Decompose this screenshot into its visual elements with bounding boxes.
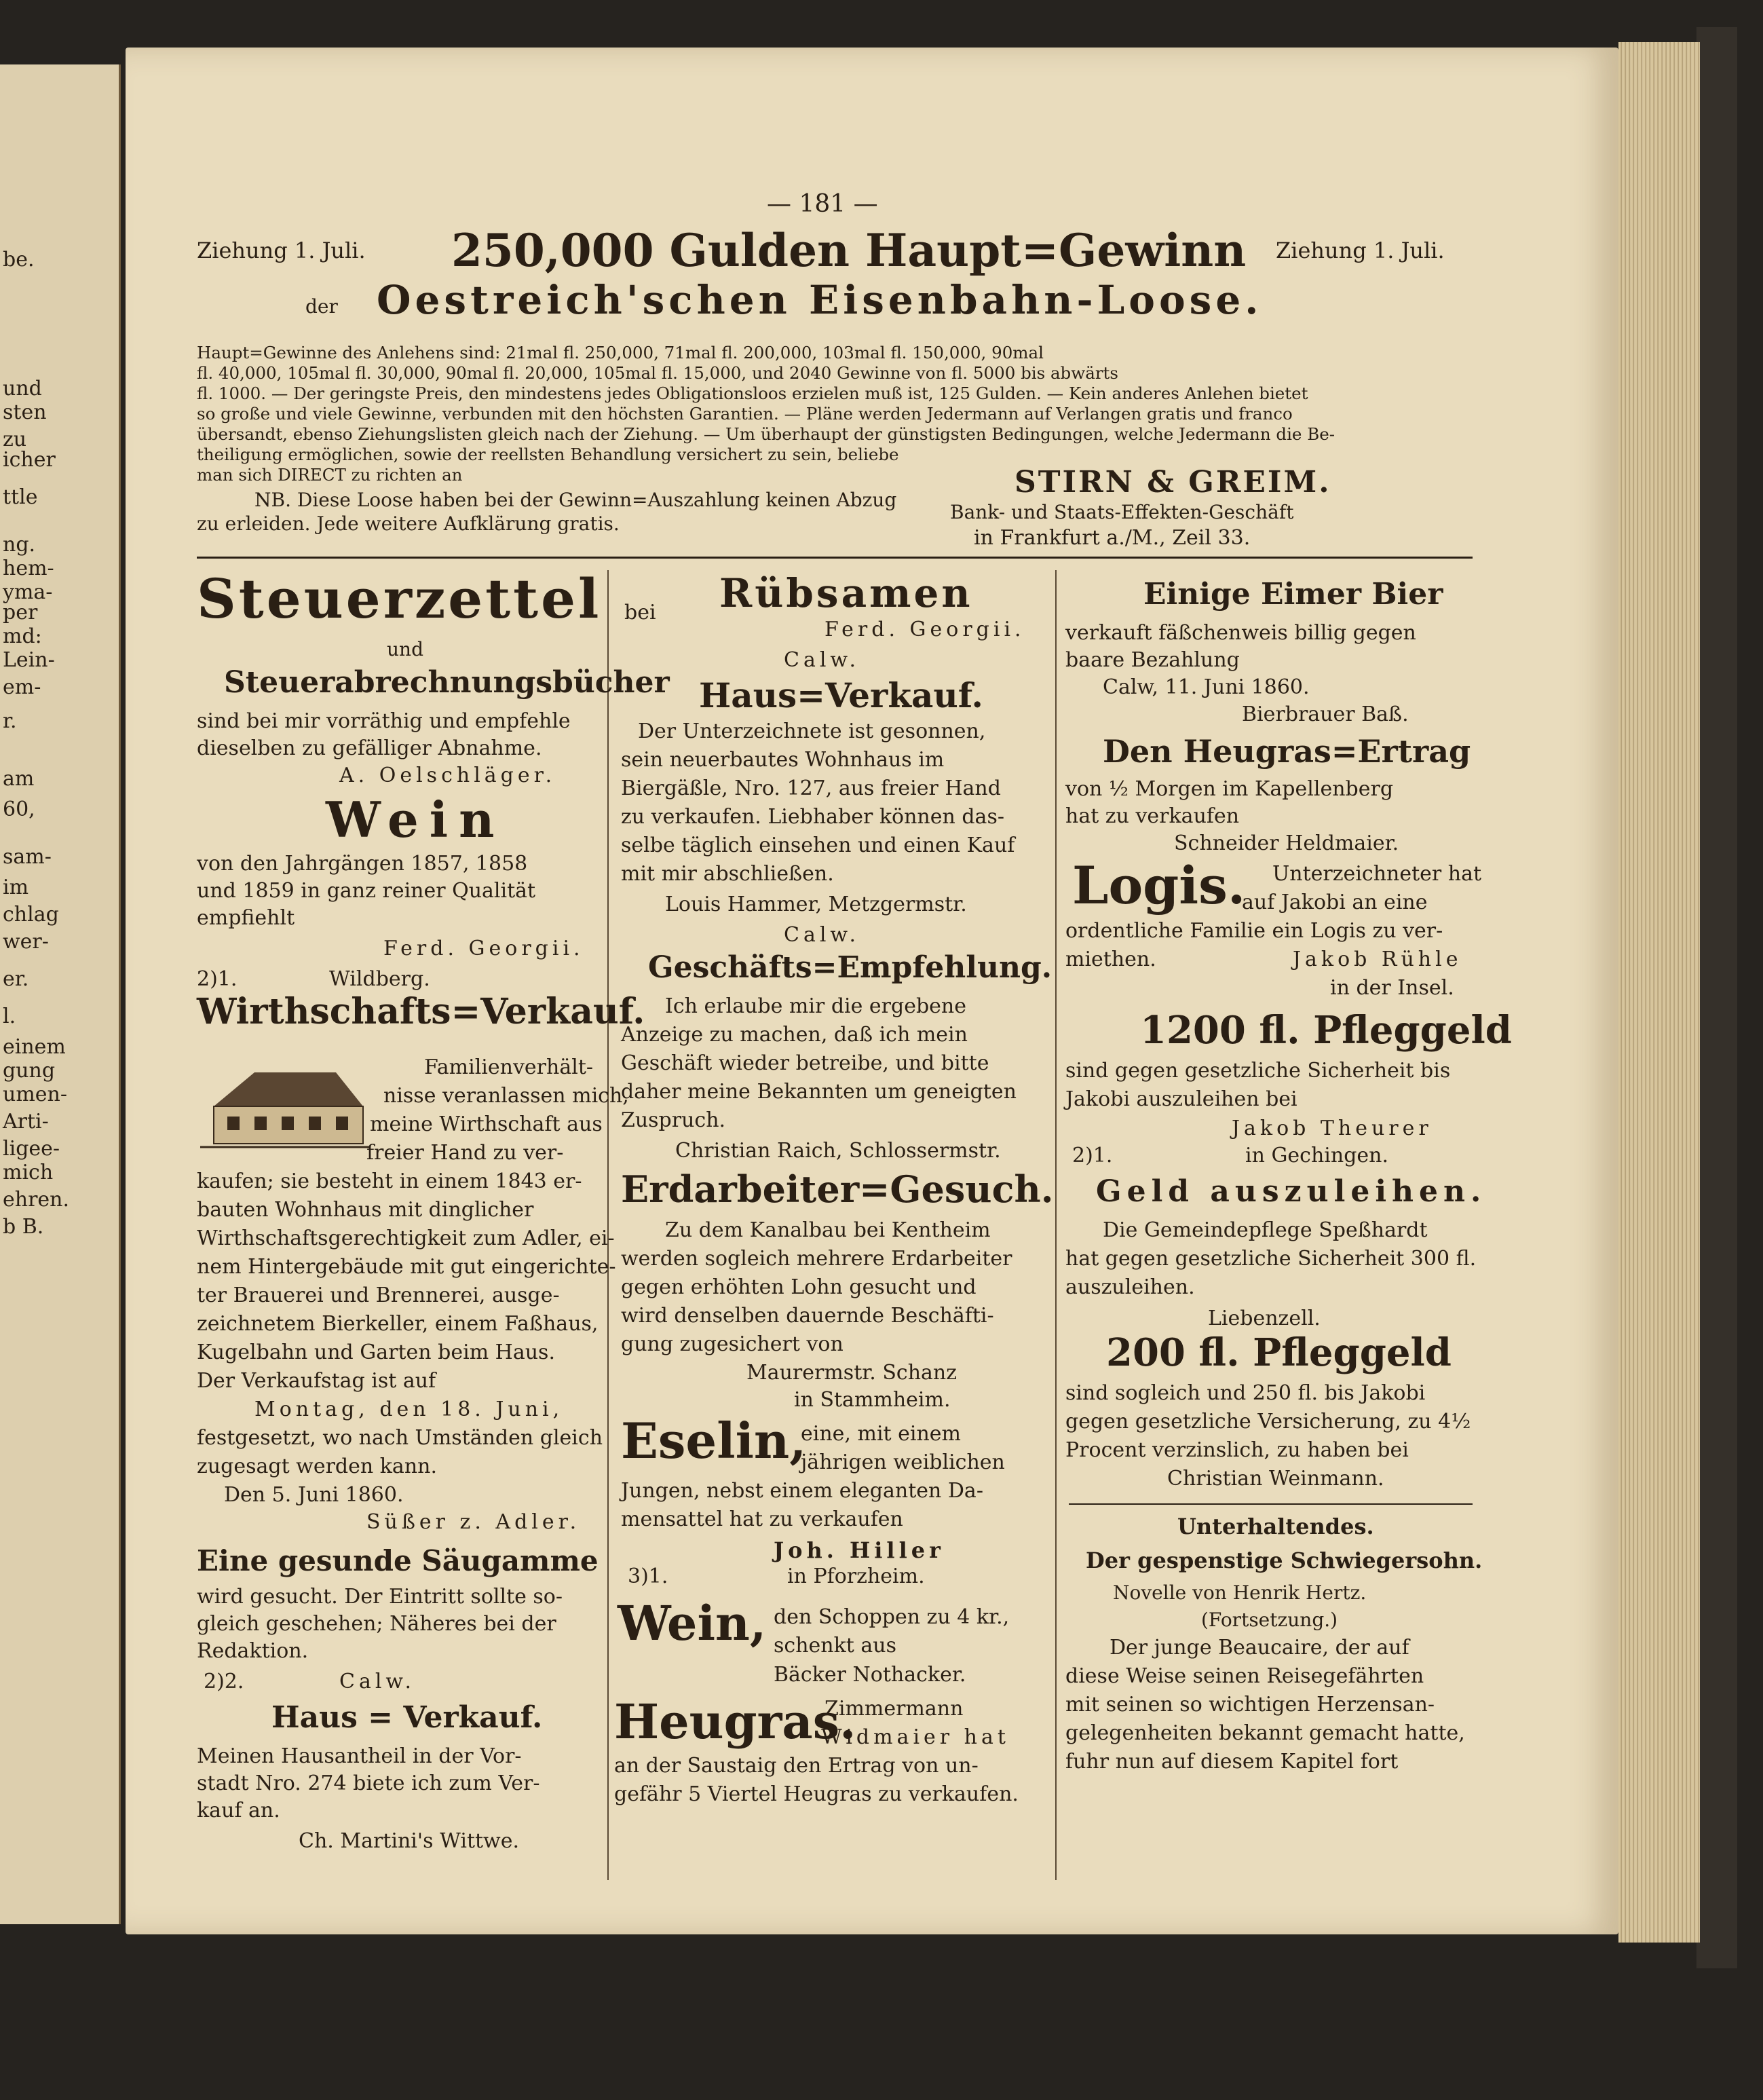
text-line: eine, mit einem xyxy=(801,1422,962,1446)
left-page-text: sten xyxy=(3,400,47,424)
text-line: bauten Wohnhaus mit dinglicher xyxy=(197,1198,534,1222)
wirthschafts-title: Wirthschafts=Verkauf. xyxy=(197,991,645,1032)
column-divider-1 xyxy=(607,570,609,1880)
text-line: gegen erhöhten Lohn gesucht und xyxy=(621,1275,977,1299)
steuerzettel-title: Steuerzettel xyxy=(197,567,602,631)
signature: in der Insel. xyxy=(1330,976,1454,1000)
column-divider-2 xyxy=(1055,570,1057,1880)
issue-mark: 2)1. xyxy=(1072,1144,1113,1167)
text-line: Jakobi auszuleihen bei xyxy=(1065,1087,1297,1111)
text-line: kaufen; sie besteht in einem 1843 er- xyxy=(197,1169,582,1193)
text-line: wird denselben dauernde Beschäfti- xyxy=(621,1304,994,1328)
text-line: ordentliche Familie ein Logis zu ver- xyxy=(1065,919,1443,943)
text-line: zugesagt werden kann. xyxy=(197,1455,437,1478)
text-line: Unterzeichneter hat xyxy=(1272,862,1482,886)
text-line: werden sogleich mehrere Erdarbeiter xyxy=(621,1247,1012,1271)
text-line: hat zu verkaufen xyxy=(1065,804,1240,828)
text-line: und 1859 in ganz reiner Qualität xyxy=(197,879,536,903)
firm-name: STIRN & GREIM. xyxy=(1015,465,1331,500)
signature: Maurermstr. Schanz xyxy=(746,1361,958,1385)
left-page-text: hem- xyxy=(3,557,54,580)
text-line: fuhr nun auf diesem Kapitel fort xyxy=(1065,1750,1399,1774)
text-line: Kugelbahn und Garten beim Haus. xyxy=(197,1340,555,1364)
left-page-text: am xyxy=(3,767,35,791)
signature: Joh. Hiller xyxy=(774,1537,945,1563)
left-page-text: zu xyxy=(3,428,27,451)
text-line: baare Bezahlung xyxy=(1065,648,1240,672)
text-line: Montag, den 18. Juni, xyxy=(254,1398,564,1421)
text-line: mensattel hat zu verkaufen xyxy=(621,1507,903,1531)
text-line: nem Hintergebäude mit gut eingerichte- xyxy=(197,1255,616,1279)
text-line: den Schoppen zu 4 kr., xyxy=(774,1605,1010,1629)
text-line: zeichnetem Bierkeller, einem Faßhaus, xyxy=(197,1312,599,1336)
text-line: dieselben zu gefälliger Abnahme. xyxy=(197,736,542,760)
text-line: sind sogleich und 250 fl. bis Jakobi xyxy=(1065,1381,1426,1405)
text-line: bei xyxy=(624,601,656,624)
lottery-body xyxy=(197,343,1335,485)
text-line: von ½ Morgen im Kapellenberg xyxy=(1065,777,1394,801)
text-line: mit mir abschließen. xyxy=(621,862,834,886)
firm-line-2: in Frankfurt a./M., Zeil 33. xyxy=(974,526,1251,550)
text-line: zu verkaufen. Liebhaber können das- xyxy=(621,805,1004,829)
eselin-title: Eselin, xyxy=(621,1412,807,1469)
place-name: in Gechingen. xyxy=(1245,1144,1389,1167)
left-page-text: Arti- xyxy=(3,1110,49,1133)
firm-line-1: Bank- und Staats-Effekten-Geschäft xyxy=(950,501,1294,523)
lottery-subtitle: Oestreich'schen Eisenbahn-Loose. xyxy=(377,277,1263,323)
left-page-fragment xyxy=(0,64,121,1924)
text-line: Anzeige zu machen, daß ich mein xyxy=(621,1023,968,1047)
text-line: Zuspruch. xyxy=(621,1108,726,1132)
text-line: gleich geschehen; Näheres bei der xyxy=(197,1612,556,1636)
text-line: diese Weise seinen Reisegefährten xyxy=(1065,1664,1424,1688)
left-page-text: mich xyxy=(3,1161,54,1184)
text-line: Der Unterzeichnete ist gesonnen, xyxy=(638,719,986,743)
novel-author: Novelle von Henrik Hertz. xyxy=(1113,1581,1367,1604)
haus-verkauf-title: Haus=Verkauf. xyxy=(699,675,983,715)
text-line: gelegenheiten bekannt gemacht hatte, xyxy=(1065,1721,1465,1745)
text-line: gefähr 5 Viertel Heugras zu verkaufen. xyxy=(614,1782,1019,1806)
lottery-line: fl. 40,000, 105mal fl. 30,000, 90mal fl. 20,000, 105mal fl. 15,000, und 2040 Gewinne von fl. 5000 bis abwärts xyxy=(197,363,1118,383)
left-page-text: 60, xyxy=(3,798,35,821)
signature: A. Oelschläger. xyxy=(339,764,556,787)
text-line: sein neuerbautes Wohnhaus im xyxy=(621,748,945,772)
text-line: Zu dem Kanalbau bei Kentheim xyxy=(665,1218,991,1242)
signature: Ch. Martini's Wittwe. xyxy=(299,1829,520,1853)
left-page-text: r. xyxy=(3,709,17,733)
place-name: Calw. xyxy=(339,1670,416,1693)
lottery-line: man sich DIRECT zu richten an xyxy=(197,465,463,485)
left-page-text: em- xyxy=(3,675,41,699)
left-page-text: md: xyxy=(3,624,42,648)
novel-title: Der gespenstige Schwiegersohn. xyxy=(1086,1548,1483,1573)
lottery-line: theiligung ermöglichen, sowie der reellsten Behandlung versichert zu sein, beliebe xyxy=(197,445,899,464)
ziehung-right: Ziehung 1. Juli. xyxy=(1276,238,1445,263)
text-line: schenkt aus xyxy=(774,1634,896,1657)
left-page-text: per xyxy=(3,601,38,624)
bier-title: Einige Eimer Bier xyxy=(1143,577,1443,612)
heugras-title: Heugras. xyxy=(614,1693,856,1750)
signature: Ferd. Georgii. xyxy=(824,618,1025,641)
left-page-text: yma- xyxy=(3,580,53,604)
text-line: mit seinen so wichtigen Herzensan- xyxy=(1065,1693,1435,1717)
place-name: Calw. xyxy=(784,648,860,672)
newspaper-page xyxy=(126,48,1618,1934)
text-line: Die Gemeindepflege Speßhardt xyxy=(1103,1218,1428,1242)
text-line: empfiehlt xyxy=(197,906,295,930)
lottery-line: fl. 1000. — Der geringste Preis, den mindestens jedes Obligationsloos erzielen muß ist, 125 Gulden. — Kein anderes Anlehen bietet xyxy=(197,383,1308,403)
text-line: Wirthschaftsgerechtigkeit zum Adler, ei- xyxy=(197,1226,615,1250)
text-line: Redaktion. xyxy=(197,1639,309,1663)
left-page-text: gung xyxy=(3,1059,56,1083)
text-line: Calw, 11. Juni 1860. xyxy=(1103,675,1310,699)
left-page-text: ehren. xyxy=(3,1188,70,1212)
page-stack-edges xyxy=(1618,42,1700,1943)
left-page-text: einem xyxy=(3,1035,66,1059)
text-line: Geschäft wieder betreibe, und bitte xyxy=(621,1051,989,1075)
heugras-ertrag-title: Den Heugras=Ertrag xyxy=(1103,733,1471,770)
left-page-text: l. xyxy=(3,1005,16,1028)
text-line: freier Hand zu ver- xyxy=(366,1141,564,1165)
section-rule xyxy=(1069,1503,1473,1505)
ruebsamen-title: Rübsamen xyxy=(719,570,973,616)
text-line: gung zugesichert von xyxy=(621,1332,843,1356)
banner-rule xyxy=(197,557,1473,559)
text-line: Meinen Hausantheil in der Vor- xyxy=(197,1744,522,1768)
text-line: Widmaier hat xyxy=(821,1725,1010,1749)
text-line: auszuleihen. xyxy=(1065,1275,1195,1299)
pfleggeld-1200-title: 1200 fl. Pfleggeld xyxy=(1140,1008,1512,1053)
issue-mark: 2)1. xyxy=(197,967,238,991)
lottery-nb-1: NB. Diese Loose haben bei der Gewinn=Auszahlung keinen Abzug xyxy=(254,489,897,511)
house-illustration-icon xyxy=(200,1059,370,1154)
text-line: daher meine Bekannten um geneigten xyxy=(621,1080,1017,1104)
left-page-text: und xyxy=(3,377,42,400)
hausverkauf-title: Haus = Verkauf. xyxy=(271,1700,543,1735)
lottery-line: übersandt, ebenso Ziehungslisten gleich nach der Ziehung. — Um überhaupt der günstigsten Bedingungen, welche Jedermann die Be- xyxy=(197,424,1335,444)
left-page-text: icher xyxy=(3,448,56,472)
wein-title: Wein xyxy=(326,791,506,848)
steuerzettel-und: und xyxy=(387,638,423,660)
text-line: festgesetzt, wo nach Umständen gleich xyxy=(197,1426,603,1450)
signature: Jakob Theurer xyxy=(1232,1117,1433,1140)
text-line: Der junge Beaucaire, der auf xyxy=(1110,1636,1409,1660)
pfleggeld-200-title: 200 fl. Pfleggeld xyxy=(1106,1330,1452,1375)
text-line: ter Brauerei und Brennerei, ausge- xyxy=(197,1283,560,1307)
page-number: — 181 — xyxy=(767,190,878,218)
text-line: Procent verzinslich, zu haben bei xyxy=(1065,1438,1409,1462)
left-page-text: ng. xyxy=(3,533,36,557)
book-cover-edge xyxy=(1696,27,1737,1968)
text-line: kauf an. xyxy=(197,1799,280,1822)
place-name: Liebenzell. xyxy=(1208,1307,1321,1330)
geschaefts-title: Geschäfts=Empfehlung. xyxy=(648,950,1053,985)
text-line: sind gegen gesetzliche Sicherheit bis xyxy=(1065,1059,1451,1083)
text-line: verkauft fäßchenweis billig gegen xyxy=(1065,621,1416,645)
left-page-text: be. xyxy=(3,248,35,271)
page-content xyxy=(197,176,1512,1941)
left-page-text: umen- xyxy=(3,1083,67,1106)
text-line: Der Verkaufstag ist auf xyxy=(197,1369,436,1393)
novel-continuation: (Fortsetzung.) xyxy=(1201,1609,1338,1631)
ziehung-left: Ziehung 1. Juli. xyxy=(197,238,366,263)
signature: in Stammheim. xyxy=(794,1388,951,1412)
place-name: Calw. xyxy=(784,923,860,947)
text-line: jährigen weiblichen xyxy=(801,1450,1005,1474)
text-line: stadt Nro. 274 biete ich zum Ver- xyxy=(197,1771,540,1795)
left-page-text: b B. xyxy=(3,1215,44,1239)
unterhaltendes-title: Unterhaltendes. xyxy=(1177,1514,1374,1539)
text-line: Zimmermann xyxy=(824,1697,964,1721)
steuerzettel-subtitle: Steuerabrechnungsbücher xyxy=(224,665,670,700)
wein-schoppen-title: Wein, xyxy=(618,1595,767,1651)
signature: Jakob Rühle xyxy=(1293,948,1462,971)
signature: Louis Hammer, Metzgermstr. xyxy=(665,893,967,916)
logis-title: Logis. xyxy=(1072,855,1246,916)
signature: Bierbrauer Baß. xyxy=(1242,702,1409,726)
text-line: an der Saustaig den Ertrag von un- xyxy=(614,1754,979,1778)
signature: Ferd. Georgii. xyxy=(383,937,584,960)
text-line: sind bei mir vorräthig und empfehle xyxy=(197,709,571,733)
text-line: Jungen, nebst einem eleganten Da- xyxy=(621,1479,983,1503)
left-page-text: sam- xyxy=(3,845,52,869)
geld-title: Geld auszuleihen. xyxy=(1096,1174,1487,1209)
left-page-text: wer- xyxy=(3,930,49,954)
text-line: hat gegen gesetzliche Sicherheit 300 fl. xyxy=(1065,1247,1477,1271)
signature: Bäcker Nothacker. xyxy=(774,1663,966,1687)
text-line: selbe täglich einsehen und einen Kauf xyxy=(621,833,1015,857)
signature: Süßer z. Adler. xyxy=(366,1510,581,1534)
lottery-line: Haupt=Gewinne des Anlehens sind: 21mal fl. 250,000, 71mal fl. 200,000, 103mal fl. 150,000, 90mal xyxy=(197,343,1044,362)
left-page-text: er. xyxy=(3,967,29,991)
text-line: miethen. xyxy=(1065,948,1156,971)
place-name: in Pforzheim. xyxy=(787,1564,925,1588)
saeugamme-title: Eine gesunde Säugamme xyxy=(197,1544,599,1577)
text-line: Biergäßle, Nro. 127, aus freier Hand xyxy=(621,776,1001,800)
text-line: Den 5. Juni 1860. xyxy=(224,1483,404,1507)
lottery-headline: 250,000 Gulden Haupt=Gewinn xyxy=(451,224,1247,277)
text-line: Familienverhält- xyxy=(424,1055,594,1079)
signature: Schneider Heldmaier. xyxy=(1174,831,1399,855)
text-line: gegen gesetzliche Versicherung, zu 4½ xyxy=(1065,1410,1471,1433)
left-page-text: ttle xyxy=(3,485,38,509)
text-line: meine Wirthschaft aus xyxy=(370,1112,603,1136)
erdarbeiter-title: Erdarbeiter=Gesuch. xyxy=(621,1167,1054,1211)
text-line: wird gesucht. Der Eintritt sollte so- xyxy=(197,1585,563,1609)
left-page-text: chlag xyxy=(3,903,59,926)
lottery-line: so große und viele Gewinne, verbunden mit den höchsten Garantien. — Pläne werden Jedermann auf Verlangen gratis und franco xyxy=(197,404,1293,424)
text-line: auf Jakobi an eine xyxy=(1242,890,1428,914)
issue-mark: 3)1. xyxy=(628,1564,668,1588)
lottery-nb-2: zu erleiden. Jede weitere Aufklärung gratis. xyxy=(197,512,620,535)
left-page-text: ligee- xyxy=(3,1137,60,1161)
signature: Christian Weinmann. xyxy=(1167,1467,1384,1490)
left-page-text: Lein- xyxy=(3,648,55,672)
text-line: von den Jahrgängen 1857, 1858 xyxy=(197,852,528,876)
signature: Christian Raich, Schlossermstr. xyxy=(675,1139,1001,1163)
text-line: Ich erlaube mir die ergebene xyxy=(665,994,966,1018)
lottery-der: der xyxy=(305,295,338,318)
issue-mark: 2)2. xyxy=(204,1670,244,1693)
text-line: nisse veranlassen mich, xyxy=(383,1084,629,1108)
left-page-text: im xyxy=(3,876,29,899)
place-name: Wildberg. xyxy=(329,967,430,991)
